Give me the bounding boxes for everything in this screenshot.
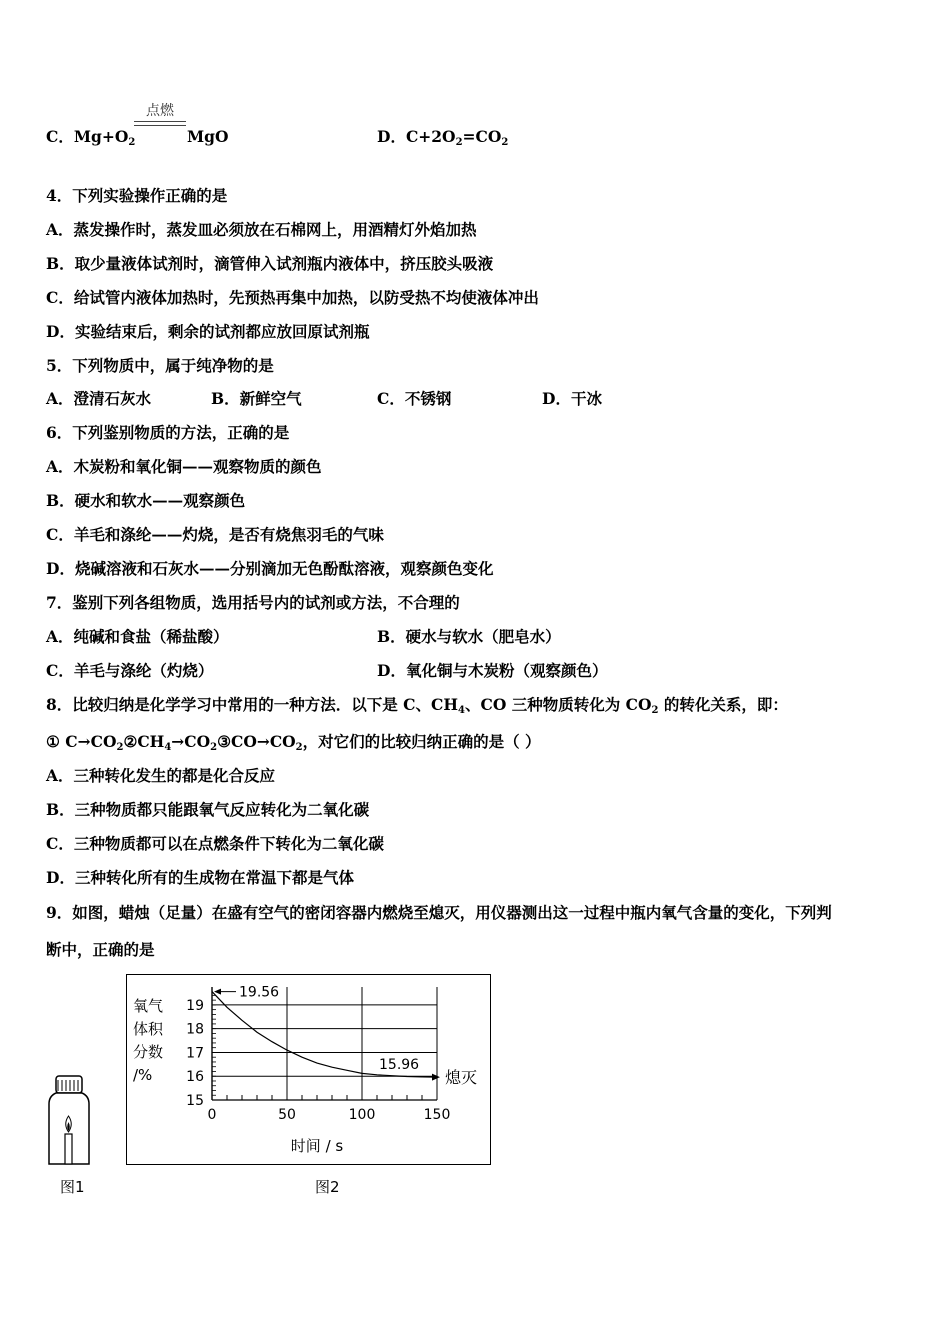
q7-option-b[interactable]: B．硬水与软水（肥皂水） [377,627,561,646]
y-axis-label-line: /% [133,1066,153,1084]
q7-option-d[interactable]: D．氧化铜与木炭粉（观察颜色） [377,661,608,680]
q6-option-d[interactable]: D．烧碱溶液和石灰水——分别滴加无色酚酞溶液，观察颜色变化 [46,559,494,578]
start-value-label: 19.56 [239,984,280,1001]
q5-option-d[interactable]: D．干冰 [542,389,602,408]
start-arrowhead [214,989,221,995]
q3-option-c-product: MgO [187,127,229,146]
q7-option-a[interactable]: A．纯碱和食盐（稀盐酸） [46,627,229,646]
q4-option-a[interactable]: A．蒸发操作时，蒸发皿必须放在石棉网上，用酒精灯外焰加热 [46,220,477,239]
y-axis-label-line: 体积 [133,1020,164,1038]
q4-option-b[interactable]: B．取少量液体试剂时，滴管伸入试剂瓶内液体中，挤压胶头吸液 [46,254,494,273]
q4-stem: 4．下列实验操作正确的是 [46,186,228,205]
y-tick-label: 19 [186,997,204,1014]
q6-option-b[interactable]: B．硬水和软水——观察颜色 [46,491,246,510]
q7-stem: 7．鉴别下列各组物质，选用括号内的试剂或方法，不合理的 [46,593,460,612]
oxygen-chart [127,975,490,1164]
x-tick-label: 150 [423,1107,451,1123]
candle-bottle-figure [44,1072,104,1172]
q8-stem: 8．比较归纳是化学学习中常用的一种方法．以下是 C、$CH_4$、CO 三种物质转化为 $CO_2$ 的转化关系，即： [46,695,788,716]
q5-option-c[interactable]: C．不锈钢 [377,389,452,408]
q4-option-c[interactable]: C．给试管内液体加热时，先预热再集中加热，以防受热不均使液体冲出 [46,288,539,307]
reaction-condition: 点燃 [146,103,174,119]
y-tick-label: 17 [186,1045,204,1062]
equation-double-bar [134,121,186,126]
q8-option-a[interactable]: A．三种转化发生的都是化合反应 [46,766,276,785]
chart-annotations [214,985,477,1088]
q8-option-c[interactable]: C．三种物质都可以在点燃条件下转化为二氧化碳 [46,834,384,853]
q3-option-c[interactable]: C．$Mg+O_2$ [46,127,136,148]
q6-stem: 6．下列鉴别物质的方法，正确的是 [46,423,290,442]
q9-stem-line2: 断中，正确的是 [46,940,155,959]
q9-stem-line1: 9．如图，蜡烛（足量）在盛有空气的密闭容器内燃烧至熄灭，用仪器测出这一过程中瓶内氧气含量的变化，下列判 [46,903,832,922]
x-tick-label: 50 [278,1107,296,1123]
figure2-caption: 图2 [315,1178,340,1196]
end-arrowhead [432,1074,440,1081]
y-tick-label: 16 [186,1069,204,1086]
y-tick-label: 18 [186,1021,204,1038]
end-note-label: 熄灭 [445,1068,478,1088]
q6-option-a[interactable]: A．木炭粉和氧化铜——观察物质的颜色 [46,457,322,476]
q5-option-b[interactable]: B．新鲜空气 [211,389,302,408]
q6-option-c[interactable]: C．羊毛和涤纶——灼烧，是否有烧焦羽毛的气味 [46,525,384,544]
end-value-label: 15.96 [379,1057,420,1074]
q5-option-a[interactable]: A．澄清石灰水 [46,389,152,408]
oxygen-chart-frame [126,974,491,1165]
x-tick-label: 0 [207,1107,217,1123]
chart-grid [212,984,437,1100]
y-tick-label: 15 [186,1093,204,1109]
q8-relations: ① $C\to CO_2②CH_4\to CO_2③CO\to CO_2$，对它们的比较归纳正确的是（ ） [46,732,541,753]
figure1-caption: 图1 [60,1178,85,1196]
q8-option-b[interactable]: B．三种物质都只能跟氧气反应转化为二氧化碳 [46,800,370,819]
q7-option-c[interactable]: C．羊毛与涤纶（灼烧） [46,661,214,680]
x-tick-label: 100 [348,1107,376,1123]
q5-stem: 5．下列物质中，属于纯净物的是 [46,356,274,375]
q4-option-d[interactable]: D．实验结束后，剩余的试剂都应放回原试剂瓶 [46,322,370,341]
y-axis-label [133,997,164,1084]
q8-option-d[interactable]: D．三种转化所有的生成物在常温下都是气体 [46,868,354,887]
y-axis-label-line: 分数 [133,1043,164,1061]
y-axis-label-line: 氧气 [133,997,164,1015]
q3-option-d[interactable]: D．$C+2O_2=CO_2$ [377,127,509,148]
candle [65,1134,72,1164]
x-axis-label: 时间 / s [290,1137,344,1155]
q3-option-c-text: C．Mg+O [46,127,129,146]
